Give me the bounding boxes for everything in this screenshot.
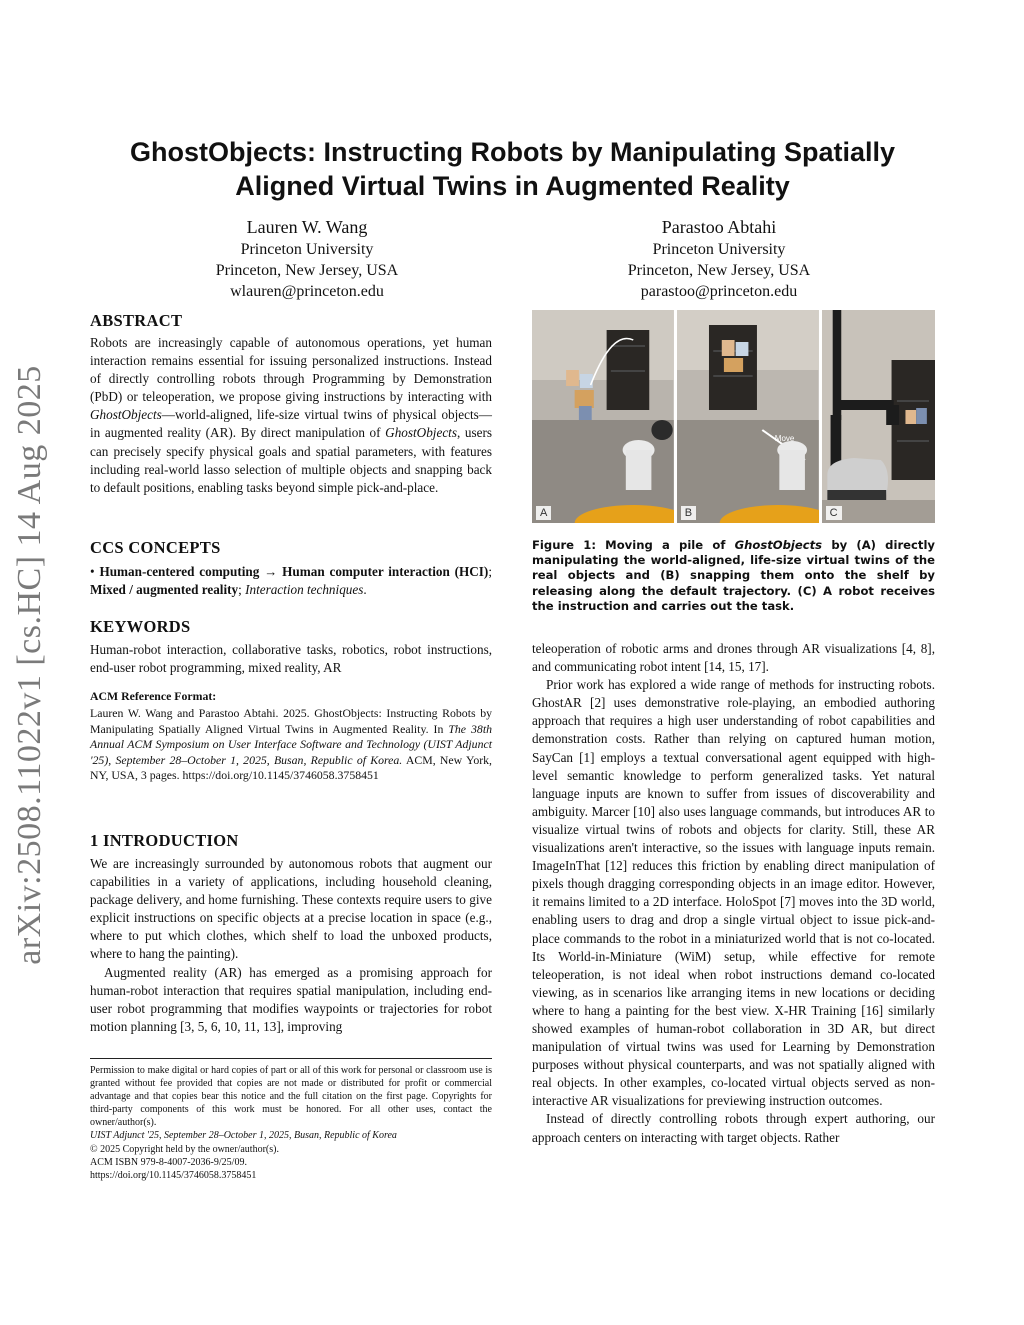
paper-title — [90, 135, 935, 203]
abstract-text-a: Robots are increasingly capable of autonomous operations, yet human interaction remains essential for issuing personalized instructions. Instead of directly controlling robots through Programming by Demonstration (PbD) or teleoperation, we propose giving instructions by interacting with — [90, 335, 492, 405]
ccs-concept-3: Mixed / augmented reality — [90, 582, 239, 598]
author-location: Princeton, New Jersey, USA — [627, 262, 811, 279]
abstract-emphasis: GhostObjects — [385, 425, 457, 441]
author-name: Parastoo Abtahi — [661, 217, 777, 237]
panel-a-photo — [532, 310, 674, 523]
isbn-line: ACM ISBN 979-8-4007-2036-9/25/09. — [90, 1156, 247, 1168]
move-label: Move — [774, 434, 795, 443]
right-paragraph-2: Prior work has explored a wide range of methods for instructing robots. GhostAR [2] uses demonstrative role-playing, an embodied authoring approach that requires a high user understanding of robot capabilities and demonstration costs. Rather than relying on captured human motion, SayCan [1] employs a textual conversational agent equipped with high-level semantic knowledge to perform generalized tasks. Yet natural language inputs are known to suffer from issues of discoverability and ambiguity. Marcer [10] also uses language commands, but introduces AR to visualize virtual twins of robots and objects for clarity. Still, these AR visualizations aren't interactive, so the issues with language inputs remain. ImageInThat [12] reduces this friction by enabling direct manipulation of pixels though dragging corresponding objects in an image editor. However, it remains limited to a 2D interface. HoloSpot [7] moves into the 3D world, enabling users to drag and drop a single virtual object to issue pick-and-place commands to the robot in a miniaturized world that is not co-located. Its World-in-Miniature (WiM) setup, while effective for remote teleoperation, is not ideal when robot instructions demand co-located viewing, as in scenarios like arranging items in new locations or deciding where to hang a painting for the best view. X-HR Training [16] similarly showed examples of human-robot collaboration in 3D AR, but direct manipulation of virtual twins was used for Learning by Demonstration purposes without physical counterparts, and was not spatially aligned with real objects. In other examples, co-located virtual objects served as non-interactive AR visualizations for previewing instruction outcomes. — [532, 677, 935, 1109]
figure-panel-a — [532, 310, 674, 523]
keywords-heading: KEYWORDS — [90, 617, 191, 636]
abstract-emphasis: GhostObjects — [90, 407, 162, 423]
footnote-divider — [90, 1058, 492, 1059]
author-block-1 — [157, 215, 457, 302]
acm-reference-doi[interactable]: ACM, New York, NY, USA, 3 pages. https://doi.org/10.1145/3746058.3758451 — [90, 752, 493, 783]
ccs-bullet: • — [90, 564, 100, 579]
arxiv-sidebar — [10, 365, 50, 965]
abstract-heading: ABSTRACT — [90, 311, 183, 330]
panel-c-photo — [822, 310, 935, 523]
acm-reference-body — [90, 706, 492, 784]
doi-line[interactable]: https://doi.org/10.1145/3746058.3758451 — [90, 1169, 257, 1181]
figure-1 — [532, 310, 935, 523]
author-email[interactable]: parastoo@princeton.edu — [640, 283, 798, 300]
abstract-text-c: , users can precisely specify physical goals and spatial parameters, with features including real-world lasso selection of multiple objects and snapping back to default positions, enabling tasks beyond simple pick-and-place. — [90, 425, 492, 495]
ccs-heading: CCS CONCEPTS — [90, 538, 221, 557]
caption-text-b: by (A) directly manipulating the world-aligned, life-size virtual twins of the real objects and (B) snapping them onto the shelf by releasing along the default trajectory. (C) A robot receives the instruction and carries out the task. — [532, 538, 935, 613]
acm-reference-text: Lauren W. Wang and Parastoo Abtahi. 2025. GhostObjects: Instructing Robots by Manipulating Spatially Aligned Virtual Twins in Augmented Reality. In — [90, 706, 492, 736]
author-affiliation: Princeton University — [652, 241, 786, 258]
author-location: Princeton, New Jersey, USA — [215, 262, 399, 279]
caption-emphasis: GhostObjects — [734, 538, 823, 552]
permission-text: Permission to make digital or hard copies of part or all of this work for personal or classroom use is granted without fee provided that copies are not made or distributed for profit or commercial advantage and that copies bear this notice and the full citation on the first page. Copyrights for third-party components of this work must be honored. For all other uses, contact the owner/author(s). — [90, 1065, 492, 1129]
abstract-body — [90, 334, 492, 497]
author-block-2 — [569, 215, 869, 302]
copyright-line: © 2025 Copyright held by the owner/author(s). — [90, 1143, 279, 1155]
panel-label-b: B — [681, 506, 696, 520]
ccs-end: . — [363, 582, 367, 598]
venue-line: UIST Adjunct '25, September 28–October 1, 2025, Busan, Republic of Korea — [90, 1130, 397, 1142]
panel-label-c: C — [826, 506, 842, 520]
ccs-separator: ; — [238, 582, 246, 598]
panel-label-a: A — [536, 506, 551, 520]
figure-panel-c — [822, 310, 935, 523]
title-line-1: GhostObjects: Instructing Robots by Manipulating Spatially — [129, 137, 896, 167]
arrow-icon: → — [259, 564, 283, 579]
author-name: Lauren W. Wang — [246, 217, 368, 237]
arxiv-identifier: arXiv:2508.11022v1 [cs.HC] 14 Aug 2025 — [11, 365, 48, 965]
ccs-separator: ; — [488, 564, 492, 579]
title-line-2: Aligned Virtual Twins in Augmented Reality — [235, 171, 790, 201]
right-paragraph-3: Instead of directly controlling robots through expert authoring, our approach centers on interacting with target objects. Rather — [532, 1111, 935, 1145]
author-email[interactable]: wlauren@princeton.edu — [230, 283, 384, 300]
figure-caption — [532, 538, 935, 614]
ccs-concept-4: Interaction techniques — [245, 582, 364, 598]
ccs-concept-2: Human computer interaction (HCI) — [282, 564, 489, 579]
keywords-body: Human-robot interaction, collaborative tasks, robotics, robot instructions, end-user robot programming, mixed reality, AR — [90, 642, 492, 676]
panel-b-photo — [677, 310, 819, 523]
ccs-paragraph — [90, 563, 492, 599]
caption-text-a: Figure 1: Moving a pile of — [532, 538, 735, 552]
acm-reference-heading: ACM Reference Format: — [90, 689, 217, 703]
intro-paragraph-1: We are increasingly surrounded by autonomous robots that augment our capabilities in a variety of applications, including household cleaning, package delivery, and home furnishing. These contexts require users to give explicit instructions on specific objects at a precise location in space (e.g., where to put which clothes, which shelf to load the unboxed products, where to hang the painting). — [90, 856, 492, 962]
author-affiliation: Princeton University — [240, 241, 374, 258]
right-column-body — [532, 640, 935, 1147]
abstract-text-b: —world-aligned, life-size virtual twins of physical objects—in augmented reality (AR). By direct manipulation of — [90, 407, 492, 441]
permission-footnote — [90, 1064, 492, 1182]
right-paragraph-1: teleoperation of robotic arms and drones through AR visualizations [4, 8], and communicating robot intent [14, 15, 17]. — [532, 641, 935, 675]
abstract-paragraph — [90, 334, 492, 497]
ccs-concept-1: Human-centered computing — [99, 564, 260, 579]
introduction-body — [90, 855, 492, 1036]
acm-reference-venue: The 38th Annual ACM Symposium on User Interface Software and Technology (UIST Adjunct '25), September 28–October 1, 2025, Busan, Republic of Korea. — [90, 721, 492, 767]
ccs-body — [90, 563, 492, 599]
intro-paragraph-2: Augmented reality (AR) has emerged as a promising approach for human-robot interaction that requires spatial manipulation, including end-user robot programming that modifies waypoints or trajectories for robot motion planning [3, 5, 6, 10, 11, 13], improving — [90, 964, 492, 1034]
introduction-heading: 1 INTRODUCTION — [90, 831, 239, 850]
figure-panel-b — [677, 310, 819, 523]
